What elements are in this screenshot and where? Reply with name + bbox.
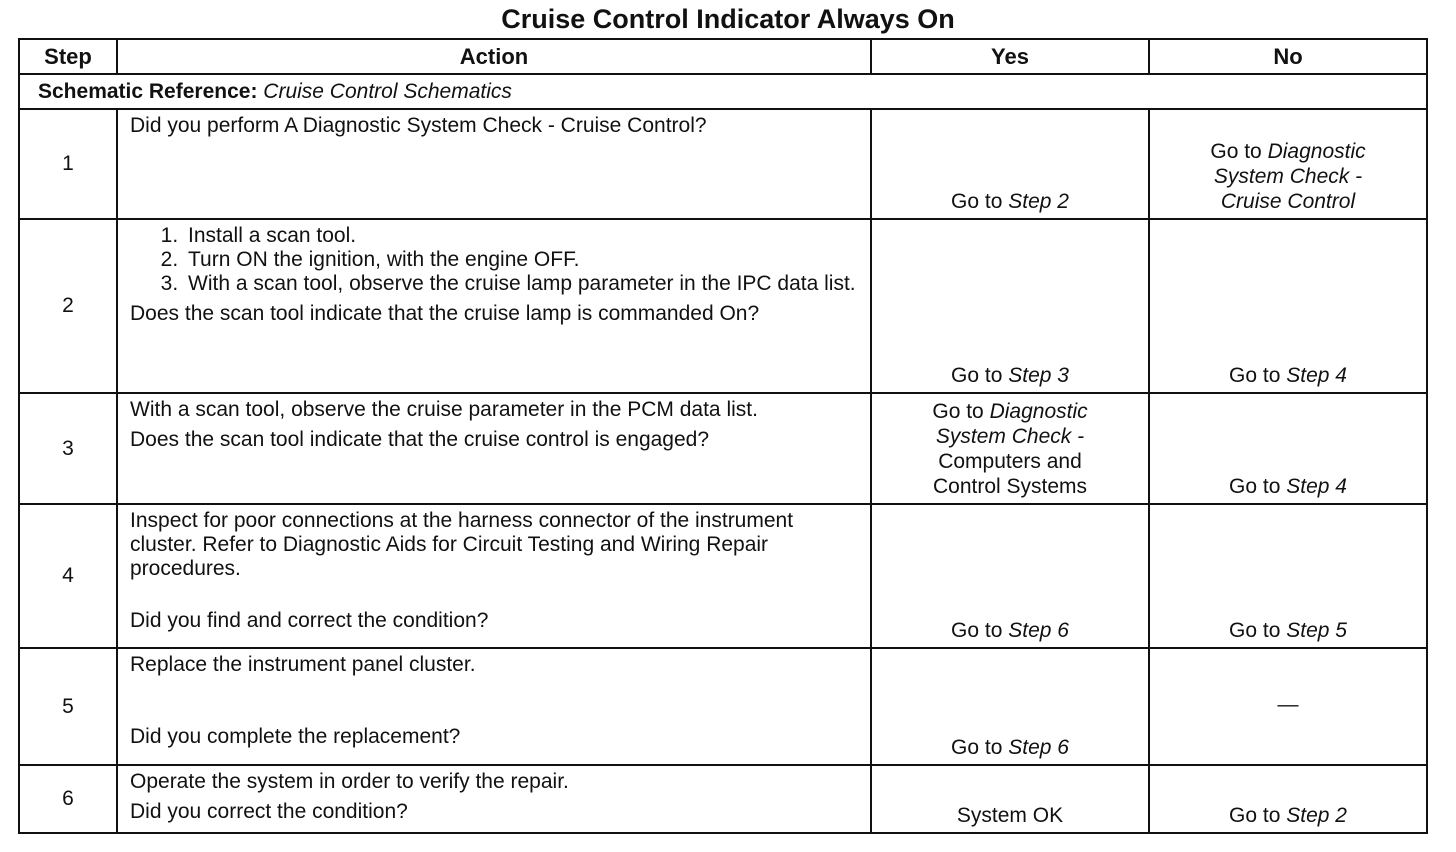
action-list bbox=[130, 224, 860, 296]
table-row bbox=[19, 504, 1427, 648]
yes-link[interactable]: Diagnostic bbox=[989, 400, 1088, 423]
table-row bbox=[19, 109, 1427, 219]
no-prefix: Go to bbox=[1229, 475, 1281, 498]
yes-prefix: Go to bbox=[932, 400, 984, 423]
action-cell bbox=[117, 648, 871, 765]
step-number: 3 bbox=[19, 393, 117, 504]
yes-cell bbox=[871, 393, 1149, 504]
yes-step-link[interactable]: Step 6 bbox=[1008, 619, 1069, 642]
schematic-link[interactable]: Cruise Control Schematics bbox=[263, 79, 512, 103]
schematic-reference bbox=[19, 74, 1427, 109]
no-step-link[interactable]: Step 4 bbox=[1286, 475, 1347, 498]
action-cell bbox=[117, 219, 871, 393]
action-list-item: 2. Turn ON the ignition, with the engine OFF. bbox=[184, 248, 860, 272]
no-link[interactable]: System Check - bbox=[1213, 165, 1363, 188]
yes-prefix: Go to bbox=[951, 619, 1003, 642]
action-question: Does the scan tool indicate that the cruise control is engaged? bbox=[130, 428, 710, 451]
action-list-item: 1. Install a scan tool. bbox=[184, 224, 860, 248]
action-list-item: 3. With a scan tool, observe the cruise lamp parameter in the IPC data list. bbox=[184, 272, 860, 296]
no-cell bbox=[1149, 765, 1427, 833]
yes-link[interactable]: System Check - bbox=[935, 425, 1085, 448]
no-prefix: Go to bbox=[1229, 364, 1281, 387]
action-question: Does the scan tool indicate that the cruise lamp is commanded On? bbox=[130, 302, 760, 325]
no-prefix: Go to bbox=[1210, 140, 1262, 163]
yes-step-link[interactable]: Step 3 bbox=[1008, 364, 1069, 387]
yes-cell bbox=[871, 648, 1149, 765]
no-cell bbox=[1149, 219, 1427, 393]
action-text: Replace the instrument panel cluster. bbox=[130, 653, 476, 676]
yes-text: Control Systems bbox=[932, 475, 1088, 498]
header-yes: Yes bbox=[871, 39, 1149, 74]
table-row bbox=[19, 765, 1427, 833]
yes-cell bbox=[871, 219, 1149, 393]
yes-cell bbox=[871, 504, 1149, 648]
no-link[interactable]: Diagnostic bbox=[1267, 140, 1366, 163]
step-number: 6 bbox=[19, 765, 117, 833]
action-text: Inspect for poor connections at the harness connector of the instrument cluster. Refer to Diagnostic Aids for Circuit Testing and Wiring Repair procedures. bbox=[130, 509, 794, 580]
action-cell bbox=[117, 393, 871, 504]
no-step-link[interactable]: Step 2 bbox=[1286, 804, 1347, 827]
yes-cell bbox=[871, 109, 1149, 219]
no-link[interactable]: Cruise Control bbox=[1220, 190, 1356, 213]
action-question: Did you perform A Diagnostic System Check - Cruise Control? bbox=[130, 114, 707, 137]
action-cell bbox=[117, 504, 871, 648]
yes-step-link[interactable]: Step 2 bbox=[1008, 190, 1069, 213]
no-step-link[interactable]: Step 4 bbox=[1286, 364, 1347, 387]
schematic-row bbox=[19, 74, 1427, 109]
header-step: Step bbox=[19, 39, 117, 74]
diagnostic-table bbox=[18, 38, 1428, 834]
yes-cell bbox=[871, 765, 1149, 833]
header-no: No bbox=[1149, 39, 1427, 74]
no-cell bbox=[1149, 504, 1427, 648]
no-prefix: Go to bbox=[1229, 804, 1281, 827]
yes-prefix: Go to bbox=[951, 190, 1003, 213]
action-question: Did you find and correct the condition? bbox=[130, 609, 489, 632]
yes-prefix: Go to bbox=[951, 364, 1003, 387]
yes-prefix: Go to bbox=[951, 736, 1003, 759]
header-row bbox=[19, 39, 1427, 74]
step-number: 1 bbox=[19, 109, 117, 219]
step-number: 5 bbox=[19, 648, 117, 765]
schematic-label: Schematic Reference: bbox=[38, 79, 258, 103]
no-dash: — bbox=[1277, 693, 1299, 716]
step-number: 2 bbox=[19, 219, 117, 393]
action-text: Operate the system in order to verify the repair. bbox=[130, 770, 569, 793]
action-question: Did you correct the condition? bbox=[130, 800, 408, 823]
step-number: 4 bbox=[19, 504, 117, 648]
action-question: Did you complete the replacement? bbox=[130, 725, 461, 748]
table-row bbox=[19, 219, 1427, 393]
yes-step-link[interactable]: Step 6 bbox=[1008, 736, 1069, 759]
no-cell bbox=[1149, 393, 1427, 504]
action-text: With a scan tool, observe the cruise parameter in the PCM data list. bbox=[130, 398, 758, 421]
no-prefix: Go to bbox=[1229, 619, 1281, 642]
table-row bbox=[19, 393, 1427, 504]
action-cell bbox=[117, 765, 871, 833]
header-action: Action bbox=[117, 39, 871, 74]
action-cell bbox=[117, 109, 871, 219]
table-row bbox=[19, 648, 1427, 765]
yes-text: Computers and bbox=[938, 450, 1082, 473]
no-cell bbox=[1149, 648, 1427, 765]
no-cell bbox=[1149, 109, 1427, 219]
yes-text: System OK bbox=[956, 804, 1064, 827]
page-title: Cruise Control Indicator Always On bbox=[501, 4, 955, 34]
no-step-link[interactable]: Step 5 bbox=[1286, 619, 1347, 642]
